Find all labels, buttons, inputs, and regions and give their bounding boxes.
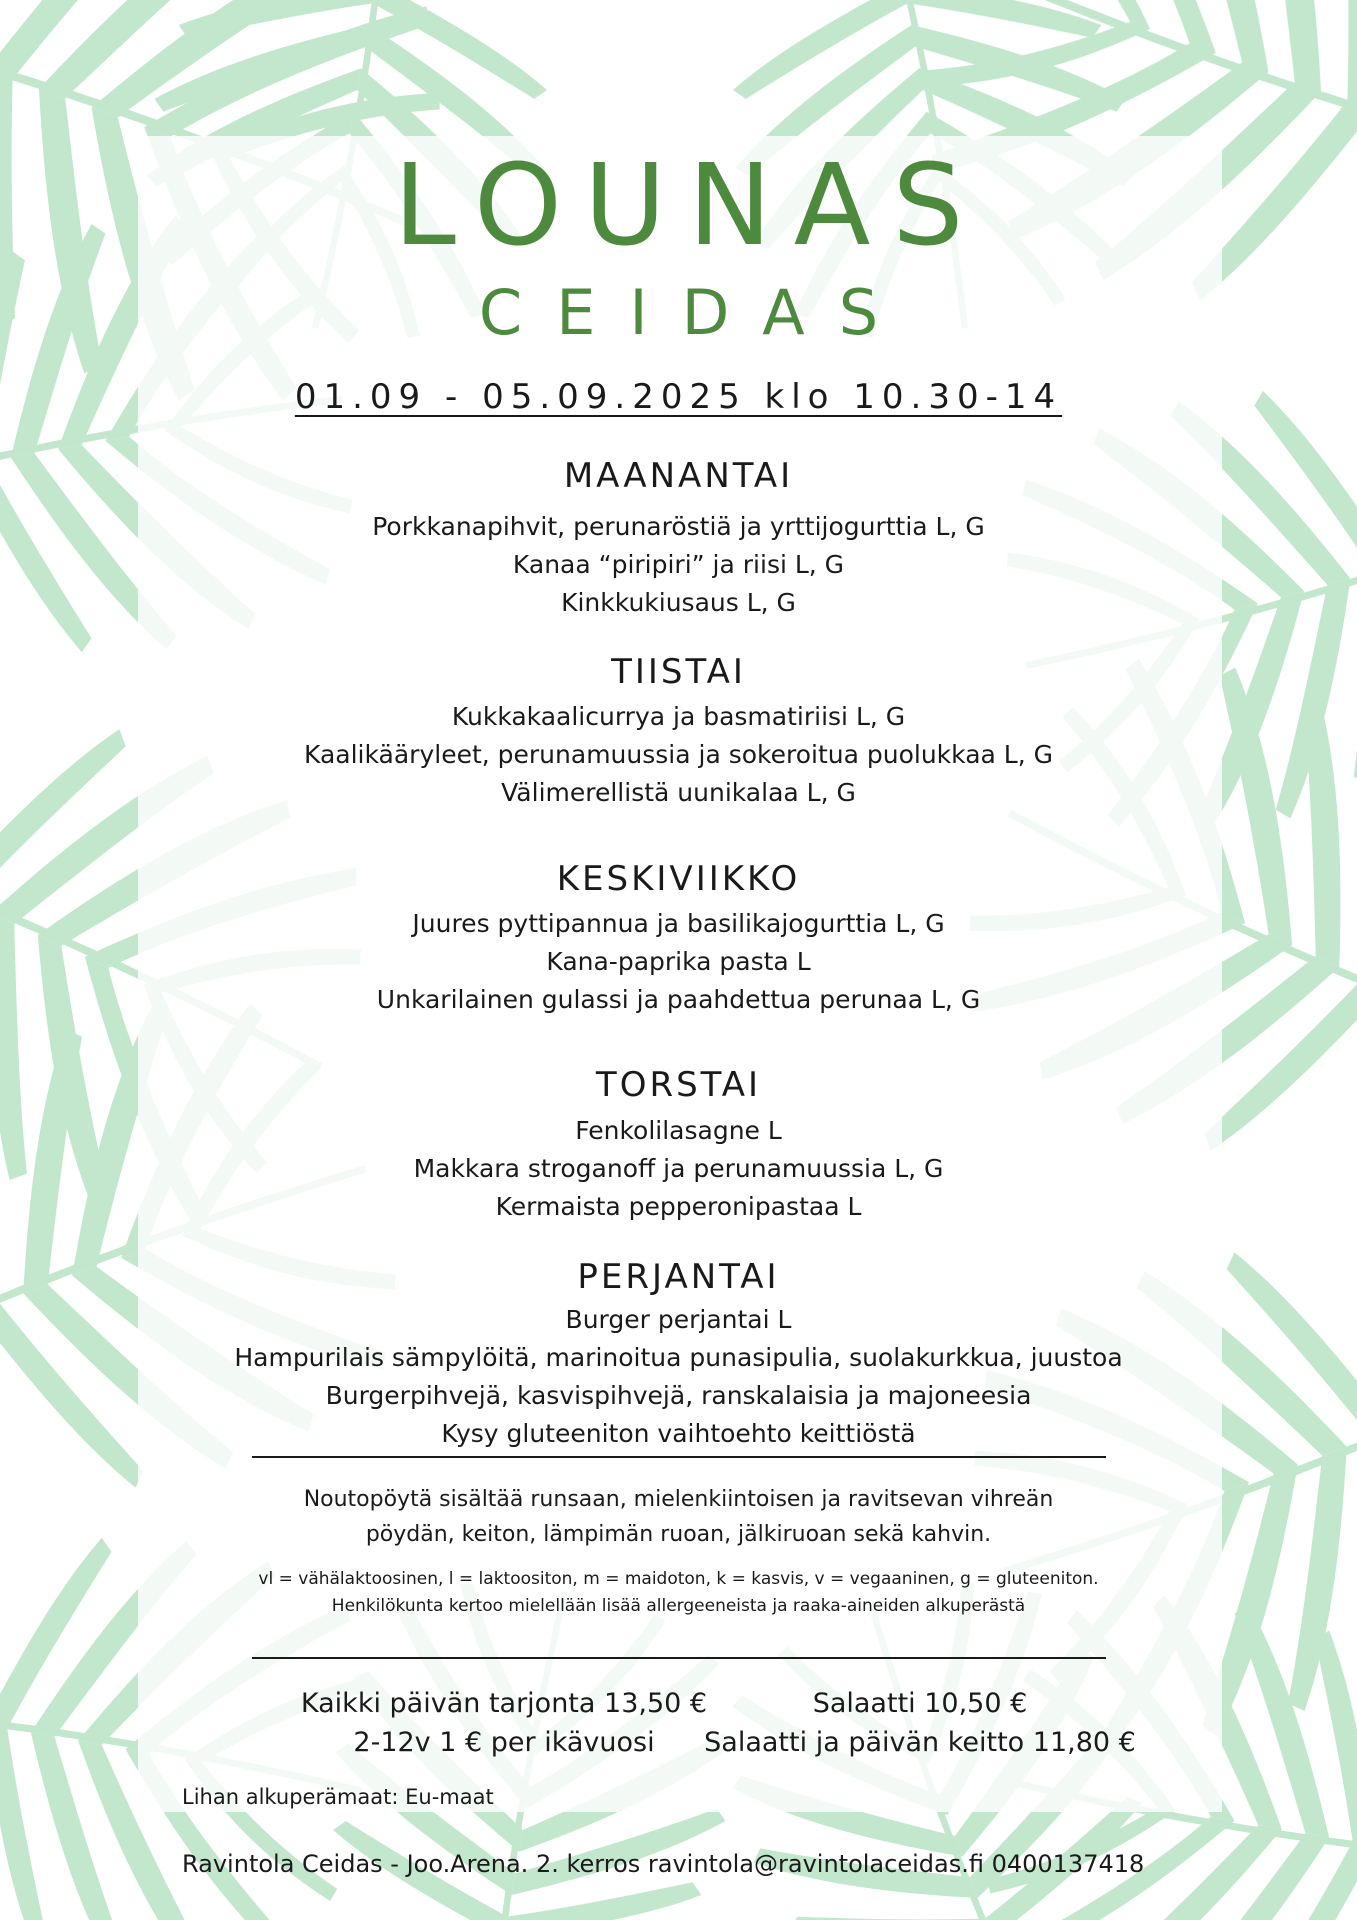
dish-item: Burgerpihvejä, kasvispihvejä, ranskalaisia ja majoneesia — [325, 1381, 1032, 1410]
price-kids: 2-12v 1 € per ikävuosi — [353, 1727, 655, 1758]
dish-item: Kermaista pepperonipastaa L — [495, 1192, 862, 1221]
dish-item: Kinkkukiusaus L, G — [561, 588, 796, 617]
buffet-info-line2: pöydän, keiton, lämpimän ruoan, jälkiruoan sekä kahvin. — [365, 1522, 992, 1547]
dish-item: Fenkolilasagne L — [575, 1116, 782, 1145]
date-range-text: 01.09 - 05.09.2025 klo 10.30-14 — [294, 377, 1063, 417]
restaurant-subtitle: CEIDAS — [478, 276, 913, 349]
dish-item: Kukkakaalicurrya ja basmatiriisi L, G — [451, 702, 906, 731]
contact-footer: Ravintola Ceidas - Joo.Arena. 2. kerros ravintola@ravintolaceidas.fi 0400137418 — [182, 1850, 1145, 1878]
dish-item: Kana-paprika pasta L — [546, 947, 811, 976]
divider-bottom — [252, 1657, 1106, 1659]
meat-origin-note: Lihan alkuperämaat: Eu-maat — [182, 1785, 494, 1809]
day-heading-thursday: TORSTAI — [595, 1065, 762, 1105]
dish-item: Makkara stroganoff ja perunamuussia L, G — [413, 1154, 944, 1183]
dish-item: Välimerellistä uunikalaa L, G — [501, 778, 856, 807]
dish-item: Kaalikääryleet, perunamuussia ja sokeroitua puolukkaa L, G — [304, 740, 1053, 769]
price-salad: Salaatti 10,50 € — [812, 1688, 1028, 1719]
dish-item: Kanaa “piripiri” ja riisi L, G — [512, 550, 845, 579]
day-heading-friday: PERJANTAI — [577, 1257, 780, 1297]
dish-item: Porkkanapihvit, perunaröstiä ja yrttijogurttia L, G — [372, 512, 985, 541]
price-salad-soup: Salaatti ja päivän keitto 11,80 € — [704, 1727, 1136, 1758]
dish-item: Juures pyttipannua ja basilikajogurttia L, G — [412, 909, 945, 938]
divider-top — [252, 1456, 1106, 1458]
day-heading-monday: MAANANTAI — [563, 456, 794, 496]
day-heading-tuesday: TIISTAI — [611, 652, 746, 692]
day-heading-wednesday: KESKIVIIKKO — [556, 859, 801, 899]
buffet-info-line1: Noutopöytä sisältää runsaan, mielenkiintoisen ja ravitsevan vihreän — [303, 1487, 1054, 1512]
allergen-legend: vl = vähälaktoosinen, l = laktoositon, m = maidoton, k = kasvis, v = vegaaninen, g = gluteeniton. — [258, 1569, 1099, 1589]
price-all-day: Kaikki päivän tarjonta 13,50 € — [300, 1688, 708, 1719]
dish-item: Unkarilainen gulassi ja paahdettua perunaa L, G — [376, 985, 981, 1014]
page-title: LOUNAS — [393, 141, 986, 271]
dish-item: Hampurilais sämpylöitä, marinoitua punasipulia, suolakurkkua, juustoa — [234, 1343, 1123, 1372]
dish-item: Burger perjantai L — [565, 1305, 792, 1334]
allergy-note: Henkilökunta kertoo mielellään lisää allergeeneista ja raaka-aineiden alkuperästä — [331, 1596, 1026, 1616]
dish-item: Kysy gluteeniton vaihtoehto keittiöstä — [441, 1419, 916, 1448]
date-range — [0, 377, 1357, 417]
